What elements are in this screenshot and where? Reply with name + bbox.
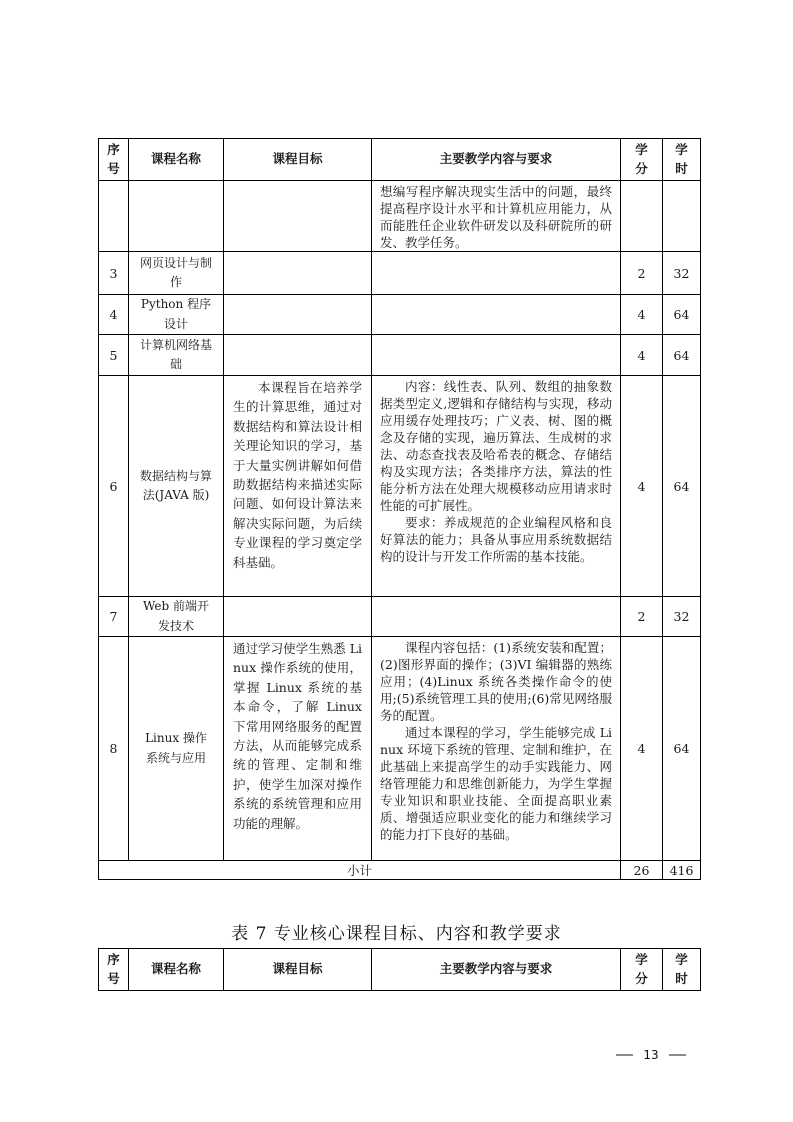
goal-paragraph: 本课程旨在培养学生的计算思维，通过对数据结构和算法设计相关理论知识的学习，基于大量实例讲解如何借助数据结构来描述实际问题、如何设计算法来解决实际问题，为后续专业课程的学习奠定学科基础。	[233, 380, 362, 570]
header-credit	[621, 139, 663, 181]
cell-course-name: 数据结构与算法(JAVA 版)	[129, 376, 224, 597]
content-paragraph: 内容：线性表、队列、数组的抽象数据类型定义,逻辑和存储结构与实现，移动应用缓存处理技巧；广义表、树、图的概念及存储的实现，遍历算法、生成树的求法、动态查找表及哈希表的概念、存储结构及实现方法；各类排序方法，算法的性能分析方法在处理大规模移动应用请求时性能的可扩展性。	[380, 379, 612, 513]
header-content: 主要教学内容与要求	[372, 139, 621, 181]
table-row-4	[99, 295, 701, 335]
cell-no: 5	[99, 335, 129, 376]
cell-no	[99, 181, 129, 252]
cell-goal	[224, 295, 372, 335]
cell-no: 4	[99, 295, 129, 335]
header-no-label: 序号	[107, 952, 120, 986]
header-content: 主要教学内容与要求	[372, 949, 621, 991]
cell-content	[372, 637, 621, 861]
header-hours-label: 学时	[675, 952, 688, 986]
header-name: 课程名称	[129, 949, 224, 991]
cell-hours: 32	[663, 252, 701, 295]
header-no	[99, 949, 129, 991]
page-number: 13	[643, 1048, 659, 1062]
subtotal-hours: 416	[663, 861, 701, 880]
cell-credit: 2	[621, 252, 663, 295]
cell-course-name	[129, 181, 224, 252]
header-hours-label: 学时	[675, 142, 688, 176]
table-subtotal-row	[99, 861, 701, 880]
header-name: 课程名称	[129, 139, 224, 181]
goal-paragraph: 通过学习使学生熟悉 Linux 操作系统的使用，掌握 Linux 系统的基本命令，了解 Linux 下常用网络服务的配置方法，从而能够完成系统的管理、定制和维护，使学生加深对操作系统的系统管理和应用功能的理解。	[233, 641, 362, 831]
cell-course-name: Linux 操作系统与应用	[129, 637, 224, 861]
content-paragraph: 通过本课程的学习，学生能够完成 Linux 环境下系统的管理、定制和维护，在此基础上来提高学生的动手实践能力、网络管理能力和思维创新能力，为学生掌握专业知识和职业技能、全面提高职业素质、增强适应职业变化的能力和继续学习的能力打下良好的基础。	[380, 725, 612, 842]
cell-credit: 4	[621, 376, 663, 597]
footer-dash-right	[669, 1054, 686, 1056]
table-row-7	[99, 597, 701, 637]
table-row-3	[99, 252, 701, 295]
table-row-6	[99, 376, 701, 597]
cell-course-name: Python 程序设计	[129, 295, 224, 335]
cell-credit: 4	[621, 335, 663, 376]
cell-course-name: Web 前端开发技术	[129, 597, 224, 637]
table-row-5	[99, 335, 701, 376]
header-credit-label: 学分	[635, 952, 648, 986]
cell-goal	[224, 252, 372, 295]
cell-hours: 64	[663, 295, 701, 335]
cell-hours: 64	[663, 335, 701, 376]
cell-credit: 4	[621, 637, 663, 861]
cell-no: 7	[99, 597, 129, 637]
cell-content	[372, 376, 621, 597]
cell-content	[372, 181, 621, 252]
course-table-6	[98, 138, 701, 880]
cell-goal	[224, 181, 372, 252]
course-table-7	[98, 948, 701, 991]
table-row-8	[99, 637, 701, 861]
table7-title: 表 7 专业核心课程目标、内容和教学要求	[231, 924, 562, 944]
cell-course-name: 计算机网络基础	[129, 335, 224, 376]
cell-no: 6	[99, 376, 129, 597]
header-goal: 课程目标	[224, 139, 372, 181]
header-hours	[663, 949, 701, 991]
subtotal-label: 小计	[99, 861, 621, 880]
header-no-label: 序号	[107, 142, 120, 176]
cell-credit: 4	[621, 295, 663, 335]
cell-course-name: 网页设计与制作	[129, 252, 224, 295]
content-paragraph: 要求：养成规范的企业编程风格和良好算法的能力；具备从事应用系统数据结构的设计与开发工作所需的基本技能。	[380, 515, 612, 564]
header-hours	[663, 139, 701, 181]
cell-content	[372, 252, 621, 295]
header-goal: 课程目标	[224, 949, 372, 991]
cell-no: 8	[99, 637, 129, 861]
table6-header-row	[99, 139, 701, 181]
cell-hours: 64	[663, 376, 701, 597]
cell-hours: 32	[663, 597, 701, 637]
content-paragraph: 想编写程序解决现实生活中的问题，最终提高程序设计水平和计算机应用能力，从而能胜任企业软件研发以及科研院所的研发、教学任务。	[380, 184, 612, 250]
cell-credit	[621, 181, 663, 252]
cell-goal	[224, 335, 372, 376]
footer-dash-left	[616, 1054, 633, 1056]
cell-goal	[224, 637, 372, 861]
cell-goal	[224, 376, 372, 597]
cell-hours: 64	[663, 637, 701, 861]
content-paragraph: 课程内容包括：(1)系统安装和配置；(2)图形界面的操作；(3)VI 编辑器的熟练应用；(4)Linux 系统各类操作命令的使用;(5)系统管理工具的使用;(6)常见网络服务的配置。	[380, 640, 612, 723]
header-credit	[621, 949, 663, 991]
cell-no: 3	[99, 252, 129, 295]
page-footer	[606, 1048, 696, 1062]
header-no	[99, 139, 129, 181]
table7-header-row	[99, 949, 701, 991]
cell-hours	[663, 181, 701, 252]
header-credit-label: 学分	[635, 142, 648, 176]
subtotal-credit: 26	[621, 861, 663, 880]
cell-content	[372, 597, 621, 637]
cell-goal	[224, 597, 372, 637]
cell-content	[372, 295, 621, 335]
table-row-continuation	[99, 181, 701, 252]
cell-content	[372, 335, 621, 376]
cell-credit: 2	[621, 597, 663, 637]
